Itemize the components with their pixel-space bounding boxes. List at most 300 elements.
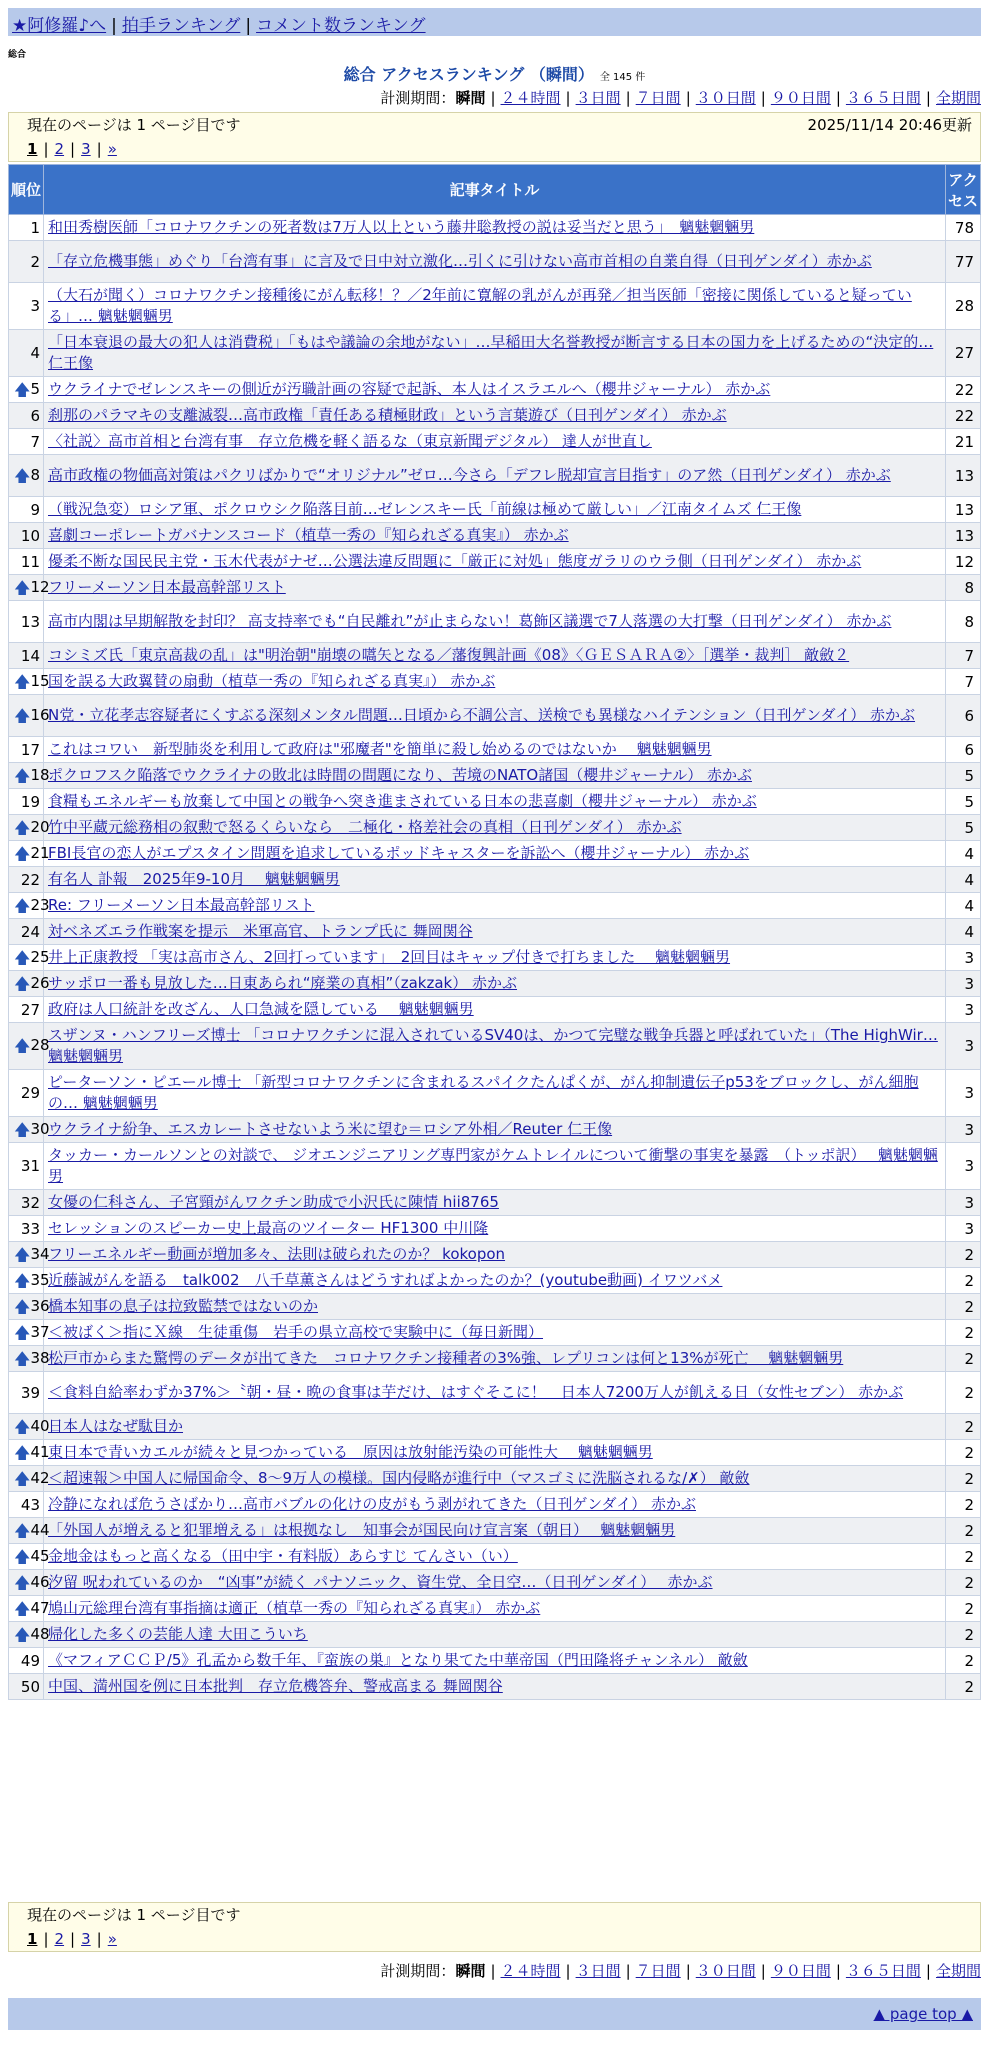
article-link[interactable]: ＜食料自給率わずか37%＞〝朝・昼・晩の食事は芋だけ、はすぐそこに！ 日本人7200万人が飢える日（女性セブン） 赤かぶ (48, 1383, 904, 1401)
article-link[interactable]: 松戸市からまた驚愕のデータが出てきた コロナワクチン接種者の3%強、レプリコンは何と13%が死亡 魑魅魍魎男 (48, 1349, 844, 1367)
article-link[interactable]: 刹那のパラマキの支離滅裂…高市政権「責任ある積極財政」という言葉遊び（日刊ゲンダイ） 赤かぶ (48, 406, 727, 424)
table-row (9, 737, 981, 763)
rank-number: 40 (30, 1416, 50, 1435)
period-separator: | (685, 89, 691, 107)
up-arrow-icon: 🡅 (14, 577, 31, 597)
title-cell (44, 643, 946, 669)
access-count: 2 (946, 1372, 981, 1414)
period-link-4[interactable]: ９０日間 (770, 1962, 831, 1980)
table-row (9, 601, 981, 643)
comment-ranking-link[interactable]: コメント数ランキング (256, 16, 426, 36)
page-title (0, 62, 989, 85)
up-arrow-icon: 🡅 (14, 1624, 31, 1644)
table-row (9, 1492, 981, 1518)
rank-cell (9, 549, 44, 575)
rank-cell (9, 1440, 50, 1466)
table-row (9, 1440, 981, 1466)
access-count: 5 (946, 763, 981, 789)
title-cell (44, 455, 946, 497)
title-cell (44, 1023, 946, 1070)
article-link[interactable]: ＜被ばく＞指にＸ線 生徒重傷 岩手の県立高校で実験中に（毎日新聞） (48, 1323, 544, 1341)
title-cell (44, 1117, 946, 1143)
pager-current: 1 (27, 140, 38, 158)
up-arrow-icon: 🡅 (14, 1546, 31, 1566)
article-link[interactable]: 鳩山元総理台湾有事指摘は適正（植草一秀の『知られざる真実』） 赤かぶ (48, 1599, 541, 1617)
rank-number: 22 (20, 870, 40, 889)
rank-number: 48 (30, 1624, 50, 1643)
up-arrow-icon: 🡅 (14, 1119, 31, 1139)
rank-number: 34 (30, 1244, 50, 1263)
ranking-title: 総合 アクセスランキング （瞬間） (343, 65, 594, 84)
title-cell (44, 1596, 946, 1622)
title-cell (44, 1466, 946, 1492)
table-row (9, 455, 981, 497)
paging-box-bottom (8, 1902, 981, 1952)
rank-number: 13 (20, 612, 40, 631)
rank-cell (9, 377, 44, 403)
article-link[interactable]: 高市内閣は早期解散を封印？ 高支持率でも“自民離れ”が止まらない！葛飾区議選で7人落選の大打撃（日刊ゲンダイ） 赤かぶ (48, 612, 892, 630)
article-link[interactable]: 井上正康教授 「実は高市さん、2回打っています」 2回目はキャップ付きで打ちました 魑魅魍魎男 (48, 948, 731, 966)
rank-number: 28 (30, 1036, 50, 1054)
table-row (9, 695, 981, 737)
up-arrow-icon: 🡅 (14, 895, 31, 915)
article-link[interactable]: 国を誤る大政翼賛の扇動（植草一秀の『知られざる真実』） 赤かぶ (48, 672, 496, 690)
rank-cell (9, 1023, 50, 1070)
article-link[interactable]: コシミズ氏「東京高裁の乱」は"明治朝"崩壊の嚆矢となる／藩復興計画《08》〈ＧＥＳＡＲＡ②〉［選挙・裁判］ 敵斂２ (48, 646, 850, 664)
table-row (9, 1414, 981, 1440)
pager-separator: | (70, 1930, 76, 1948)
rank-number: 19 (20, 792, 40, 811)
article-link[interactable]: 橋本知事の息子は拉致監禁ではないのか (48, 1297, 319, 1315)
rank-cell (9, 1346, 50, 1372)
nav-separator: | (245, 16, 252, 36)
up-arrow-icon: 🡅 (14, 1322, 31, 1342)
article-link[interactable]: （大石が聞く）コロナワクチン接種後にがん転移！？／2年前に寛解の乳がんが再発／担当医師「密接に関係していると疑っている」… 魑魅魍魎男 (48, 286, 912, 325)
access-count: 7 (946, 669, 981, 695)
article-link[interactable]: フリーメーソン日本最高幹部リスト (48, 578, 286, 596)
article-link[interactable]: サッポロ一番も見放した…日東あられ“廃業の真相”（zakzak） 赤かぶ (48, 974, 518, 992)
title-cell (44, 1440, 946, 1466)
article-link[interactable]: 「外国人が増えると犯罪増える」は根拠なし 知事会が国民向け宣言案（朝日） 魑魅魍魎男 (48, 1521, 676, 1539)
table-row (9, 283, 981, 330)
access-count: 3 (946, 1070, 981, 1117)
rank-cell (9, 893, 50, 919)
rank-number: 3 (30, 297, 40, 315)
title-cell (44, 945, 946, 971)
rank-number: 41 (30, 1442, 50, 1461)
rank-number: 43 (20, 1495, 40, 1514)
article-link[interactable]: 「日本衰退の最大の犯人は消費税」「もはや議論の余地がない」…早稲田大名誉教授が断言する日本の国力を上げるための“決定的… 仁王像 (48, 333, 934, 372)
rank-number: 4 (30, 344, 40, 362)
nav-separator: | (111, 16, 117, 36)
access-count: 22 (946, 377, 981, 403)
table-row (9, 1596, 981, 1622)
title-cell (44, 971, 946, 997)
rank-number: 24 (20, 922, 40, 941)
access-count: 27 (946, 330, 981, 377)
article-link[interactable]: ポクロフスク陥落でウクライナの敗北は時間の問題になり、苦境のNATO諸国（櫻井ジャーナル） 赤かぶ (48, 766, 752, 784)
rank-cell (9, 215, 44, 241)
period-separator: | (565, 89, 571, 107)
period-link-5[interactable]: ３６５日間 (845, 89, 921, 107)
access-header: アクセス (946, 165, 981, 215)
rank-number: 46 (30, 1572, 50, 1591)
article-link[interactable]: 〈社説〉高市首相と台湾有事 存立危機を軽く語るな（東京新聞デジタル） 達人が世直し (48, 432, 652, 450)
article-link[interactable]: 「存立危機事態」めぐり「台湾有事」に言及で日中対立激化…引くに引けない高市首相の自業自得（日刊ゲンダイ）赤かぶ (48, 252, 872, 270)
title-cell (44, 283, 946, 330)
rank-cell (9, 1570, 50, 1596)
rank-number: 26 (30, 973, 50, 992)
title-cell (44, 1492, 946, 1518)
period-link-6[interactable]: 全期間 (935, 89, 981, 107)
up-arrow-icon: 🡅 (14, 1296, 31, 1316)
table-row (9, 763, 981, 789)
title-cell (44, 1648, 946, 1674)
up-arrow-icon: 🡅 (14, 671, 31, 691)
title-cell (44, 1674, 946, 1700)
article-link[interactable]: N党・立花孝志容疑者にくすぶる深刻メンタル問題…日頃から不調公言、送検でも異様なハイテンション（日刊ゲンダイ） 赤かぶ (48, 706, 916, 724)
rank-number: 20 (30, 817, 50, 836)
page-top-link[interactable]: ▲ page top ▲ (873, 2005, 973, 2023)
title-cell (44, 919, 946, 945)
article-link[interactable]: Re: フリーメーソン日本最高幹部リスト (48, 896, 315, 914)
rank-number: 42 (30, 1468, 50, 1487)
period-selector-bottom (380, 1960, 981, 1981)
access-count: 6 (946, 737, 981, 763)
ranking-table (8, 164, 981, 1700)
article-link[interactable]: 東日本で青いカエルが続々と見つかっている 原因は放射能汚染の可能性大 魑魅魍魎男 (48, 1443, 653, 1461)
pager-link-1[interactable]: 3 (81, 1930, 91, 1948)
article-link[interactable]: （戦況急変）ロシア軍、ポクロウシク陥落目前…ゼレンスキー氏「前線は極めて厳しい」／江南タイムズ 仁王像 (48, 500, 802, 518)
access-count: 22 (946, 403, 981, 429)
title-cell (44, 523, 946, 549)
table-row (9, 1570, 981, 1596)
title-cell (44, 1518, 946, 1544)
access-count: 4 (946, 893, 981, 919)
table-row (9, 867, 981, 893)
total-count: 全 145 件 (599, 72, 646, 83)
table-row (9, 1294, 981, 1320)
rank-number: 14 (20, 646, 40, 665)
article-link[interactable]: ウクライナ紛争、エスカレートさせないよう米に望む＝ロシア外相／Reuter 仁王像 (48, 1120, 613, 1138)
table-row (9, 1190, 981, 1216)
rank-cell (9, 1242, 50, 1268)
access-count: 2 (946, 1268, 981, 1294)
table-row (9, 841, 981, 867)
rank-cell (9, 241, 44, 283)
rank-cell (9, 643, 44, 669)
period-link-5[interactable]: ３６５日間 (845, 1962, 921, 1980)
rank-cell (9, 1117, 50, 1143)
access-count: 4 (946, 919, 981, 945)
rank-cell (9, 1648, 44, 1674)
title-cell (44, 815, 946, 841)
title-cell (44, 549, 946, 575)
period-separator: | (565, 1962, 571, 1980)
article-link[interactable]: 金地金はもっと高くなる（田中宇・有料版）あらすじ てんさい（い） (48, 1547, 518, 1565)
table-row (9, 893, 981, 919)
rank-cell (9, 497, 44, 523)
up-arrow-icon: 🡅 (14, 1598, 31, 1618)
period-link-6[interactable]: 全期間 (935, 1962, 981, 1980)
article-link[interactable]: ピーターソン・ピエール博士 「新型コロナワクチンに含まれるスパイクたんぱくが、がん抑制遺伝子p53をブロックし、がん細胞の… 魑魅魍魎男 (48, 1073, 919, 1112)
up-arrow-icon: 🡅 (14, 1036, 31, 1055)
article-link[interactable]: 冷静になれば危うさばかり…高市バブルの化けの皮がもう剥がれてきた（日刊ゲンダイ） 赤かぶ (48, 1495, 696, 1513)
access-count: 2 (946, 1320, 981, 1346)
access-count: 2 (946, 1544, 981, 1570)
period-selector-top (380, 87, 981, 108)
rank-number: 23 (30, 895, 50, 914)
title-cell (44, 841, 946, 867)
period-current: 瞬間 (455, 1962, 486, 1980)
article-link[interactable]: 喜劇コーポレートガバナンスコード（植草一秀の『知られざる真実』） 赤かぶ (48, 526, 569, 544)
rank-cell (9, 971, 50, 997)
up-arrow-icon: 🡅 (14, 817, 31, 837)
access-count: 2 (946, 1466, 981, 1492)
rank-cell (9, 523, 44, 549)
rank-number: 45 (30, 1546, 50, 1565)
access-count: 2 (946, 1570, 981, 1596)
rank-number: 50 (20, 1677, 40, 1696)
rank-number: 2 (30, 252, 40, 271)
up-arrow-icon: 🡅 (14, 947, 31, 967)
home-link[interactable]: ★阿修羅♪へ (12, 16, 107, 36)
article-link[interactable]: これはコワい 新型肺炎を利用して政府は"邪魔者"を簡単に殺し始めるのではないか 魑魅魍魎男 (48, 740, 712, 758)
access-count: 13 (946, 523, 981, 549)
table-row (9, 1622, 981, 1648)
table-row (9, 1518, 981, 1544)
title-cell (44, 1190, 946, 1216)
title-cell (44, 241, 946, 283)
rank-cell (9, 669, 50, 695)
rank-cell (9, 695, 50, 737)
rank-cell (9, 841, 50, 867)
article-link[interactable]: 女優の仁科さん、子宮頸がんワクチン助成で小沢氏に陳情 hii8765 (48, 1193, 499, 1211)
rank-cell (9, 1320, 50, 1346)
access-count: 3 (946, 1190, 981, 1216)
paging-box-top (8, 112, 981, 162)
up-arrow-icon: 🡅 (14, 765, 31, 785)
title-cell (44, 497, 946, 523)
period-link-0[interactable]: ２４時間 (500, 1962, 561, 1980)
ranking-rows (9, 215, 981, 1700)
rank-cell (9, 429, 44, 455)
rank-cell (9, 997, 44, 1023)
article-link[interactable]: タッカー・カールソンとの対談で、 ジオエンジニアリング専門家がケムトレイルについて衝撃の事実を暴露 （トッポ訳） 魑魅魍魎男 (48, 1146, 938, 1185)
up-arrow-icon: 🡅 (14, 1442, 31, 1462)
table-row (9, 1070, 981, 1117)
period-label: 計測期間： (380, 89, 456, 107)
article-link[interactable]: 優柔不断な国民民主党・玉木代表がナゼ…公選法違反問題に「厳正に対処」態度ガラリのウラ側（日刊ゲンダイ） 赤かぶ (48, 552, 862, 570)
rank-number: 49 (20, 1651, 40, 1670)
rank-cell (9, 763, 50, 789)
access-count: 3 (946, 1216, 981, 1242)
rank-cell (9, 1518, 50, 1544)
article-link[interactable]: 対ベネズエラ作戦案を提示 米軍高官、トランプ氏に 舞岡関谷 (48, 922, 473, 940)
rank-number: 11 (20, 552, 40, 571)
table-row (9, 789, 981, 815)
title-cell (44, 695, 946, 737)
access-count: 2 (946, 1518, 981, 1544)
rank-number: 10 (20, 526, 40, 545)
pager-separator: | (43, 1930, 49, 1948)
title-cell (44, 330, 946, 377)
article-link[interactable]: フリーエネルギー動画が増加多々、法則は破られたのか？ kokopon (48, 1245, 506, 1263)
up-arrow-icon: 🡅 (14, 1270, 31, 1290)
access-count: 3 (946, 997, 981, 1023)
article-link[interactable]: セレッションのスピーカー史上最高のツイーター HF1300 中川隆 (48, 1219, 489, 1237)
period-separator: | (835, 89, 841, 107)
access-count: 13 (946, 455, 981, 497)
pager-link-2[interactable]: » (107, 140, 117, 158)
access-count: 2 (946, 1242, 981, 1268)
period-link-2[interactable]: ７日間 (635, 1962, 681, 1980)
period-separator: | (490, 89, 496, 107)
title-cell (44, 763, 946, 789)
up-arrow-icon: 🡅 (14, 973, 31, 993)
pager (9, 137, 980, 161)
article-link[interactable]: 中国、満州国を例に日本批判 存立危機答弁、警戒高まる 舞岡関谷 (48, 1677, 503, 1695)
title-cell (44, 1346, 946, 1372)
rank-cell (9, 867, 44, 893)
pager-separator: | (43, 140, 49, 158)
period-separator: | (760, 1962, 766, 1980)
article-link[interactable]: 高市政権の物価高対策はパクリばかりで“オリジナル”ゼロ…今さら「デフレ脱却宣言目指す」のア然（日刊ゲンダイ） 赤かぶ (48, 466, 891, 484)
table-row (9, 523, 981, 549)
period-separator: | (925, 89, 931, 107)
title-cell (44, 377, 946, 403)
period-link-2[interactable]: ７日間 (635, 89, 681, 107)
access-count: 3 (946, 1023, 981, 1070)
table-row (9, 1320, 981, 1346)
rank-number: 27 (20, 1000, 40, 1019)
rank-number: 17 (20, 740, 40, 759)
rank-number: 35 (30, 1270, 50, 1289)
period-separator: | (925, 1962, 931, 1980)
period-link-4[interactable]: ９０日間 (770, 89, 831, 107)
period-link-3[interactable]: ３０日間 (695, 1962, 756, 1980)
access-count: 3 (946, 945, 981, 971)
pager-link-0[interactable]: 2 (54, 1930, 65, 1948)
access-count: 8 (946, 575, 981, 601)
article-link[interactable]: 帰化した多くの芸能人達 大田こういち (48, 1625, 308, 1643)
article-link[interactable]: 竹中平蔵元総務相の叙勲で怒るくらいなら 二極化・格差社会の真相（日刊ゲンダイ） 赤かぶ (48, 818, 682, 836)
current-page-text: 現在のページは 1 ページ目です (27, 1906, 241, 1924)
title-cell (44, 1143, 946, 1190)
table-row (9, 1117, 981, 1143)
rank-number: 7 (30, 432, 40, 451)
table-row (9, 1143, 981, 1190)
rank-number: 30 (30, 1119, 50, 1138)
table-row (9, 997, 981, 1023)
access-count: 6 (946, 695, 981, 737)
access-count: 2 (946, 1294, 981, 1320)
article-link[interactable]: ウクライナでゼレンスキーの側近が汚職計画の容疑で起訴、本人はイスラエルへ（櫻井ジャーナル） 赤かぶ (48, 380, 771, 398)
pager-link-2[interactable]: » (107, 1930, 117, 1948)
table-row (9, 971, 981, 997)
article-link[interactable]: 食糧もエネルギーも放棄して中国との戦争へ突き進まされている日本の悲喜劇（櫻井ジャーナル） 赤かぶ (48, 792, 757, 810)
table-row (9, 377, 981, 403)
up-arrow-icon: 🡅 (14, 705, 31, 725)
rank-cell (9, 403, 44, 429)
period-link-1[interactable]: ３日間 (575, 1962, 621, 1980)
up-arrow-icon: 🡅 (14, 1468, 31, 1488)
article-link[interactable]: スザンヌ・ハンフリーズ博士 「コロナワクチンに混入されているSV40は、かつて完璧な戦争兵器と呼ばれていた」（The HighWir… 魑魅魍魎男 (48, 1026, 938, 1065)
rank-number: 25 (30, 947, 50, 966)
access-count: 2 (946, 1596, 981, 1622)
article-link[interactable]: 汐留 呪われているのか “凶事”が続く パナソニック、資生党、全日空…（日刊ゲンダイ） 赤かぶ (48, 1573, 713, 1591)
article-link[interactable]: ＜超速報＞中国人に帰国命令、8～9万人の模様。国内侵略が進行中（マスゴミに洗脳されるな/✗） 敵斂 (48, 1469, 750, 1487)
article-link[interactable]: 有名人 訃報 2025年9-10月 魑魅魍魎男 (48, 870, 340, 888)
article-link[interactable]: 《マフィアＣＣＰ/5》孔孟から数千年、『蛮族の巣』となり果てた中華帝国（門田隆将チャンネル） 敵斂 (48, 1651, 748, 1669)
rank-cell (9, 945, 50, 971)
up-arrow-icon: 🡅 (14, 1348, 31, 1368)
pager-separator: | (96, 1930, 102, 1948)
up-arrow-icon: 🡅 (14, 379, 31, 399)
rank-cell (9, 737, 44, 763)
title-cell (44, 737, 946, 763)
access-count: 77 (946, 241, 981, 283)
title-cell (44, 403, 946, 429)
article-link[interactable]: 日本人はなぜ駄目か (48, 1417, 184, 1435)
rank-cell (9, 1268, 50, 1294)
rank-cell (9, 1492, 44, 1518)
rank-cell (9, 1372, 44, 1414)
table-row (9, 1648, 981, 1674)
period-link-1[interactable]: ３日間 (575, 89, 621, 107)
rank-number: 16 (30, 705, 50, 724)
article-link[interactable]: FBI長官の恋人がエプスタイン問題を追求しているポッドキャスターを訴訟へ（櫻井ジャーナル） 赤かぶ (48, 844, 750, 862)
table-row (9, 1023, 981, 1070)
access-count: 2 (946, 1648, 981, 1674)
period-link-0[interactable]: ２４時間 (500, 89, 561, 107)
access-count: 12 (946, 549, 981, 575)
access-count: 3 (946, 1117, 981, 1143)
rank-cell (9, 455, 44, 497)
access-count: 2 (946, 1346, 981, 1372)
rank-number: 6 (30, 406, 40, 425)
article-link[interactable]: 近藤誠がんを語る talk002 八千草薫さんはどうすればよかったのか？(youtube動画) イワツバメ (48, 1271, 723, 1289)
period-separator: | (685, 1962, 691, 1980)
title-cell (44, 867, 946, 893)
rank-cell (9, 575, 50, 601)
pager-link-1[interactable]: 3 (81, 140, 91, 158)
table-row (9, 1372, 981, 1414)
table-row (9, 497, 981, 523)
applause-ranking-link[interactable]: 拍手ランキング (121, 16, 241, 36)
access-count: 4 (946, 841, 981, 867)
rank-cell (9, 1294, 50, 1320)
updated-timestamp: 2025/11/14 20:46更新 (807, 116, 972, 134)
access-count: 28 (946, 283, 981, 330)
title-cell (44, 429, 946, 455)
rank-cell (9, 1070, 44, 1117)
article-link[interactable]: 和田秀樹医師「コロナワクチンの死者数は7万人以上という藤井聡教授の説は妥当だと思う」 魑魅魍魎男 (48, 218, 755, 236)
pager-current: 1 (27, 1930, 38, 1948)
article-link[interactable]: 政府は人口統計を改ざん、人口急減を隠している 魑魅魍魎男 (48, 1000, 474, 1018)
rank-number: 47 (30, 1598, 50, 1617)
pager-link-0[interactable]: 2 (54, 140, 65, 158)
rank-header: 順位 (9, 165, 44, 215)
rank-number: 29 (20, 1084, 40, 1102)
access-count: 4 (946, 867, 981, 893)
title-cell (44, 789, 946, 815)
rank-number: 36 (30, 1296, 50, 1315)
rank-cell (9, 1622, 50, 1648)
period-link-3[interactable]: ３０日間 (695, 89, 756, 107)
current-page-text: 現在のページは 1 ページ目です (27, 116, 241, 134)
table-row (9, 1674, 981, 1700)
